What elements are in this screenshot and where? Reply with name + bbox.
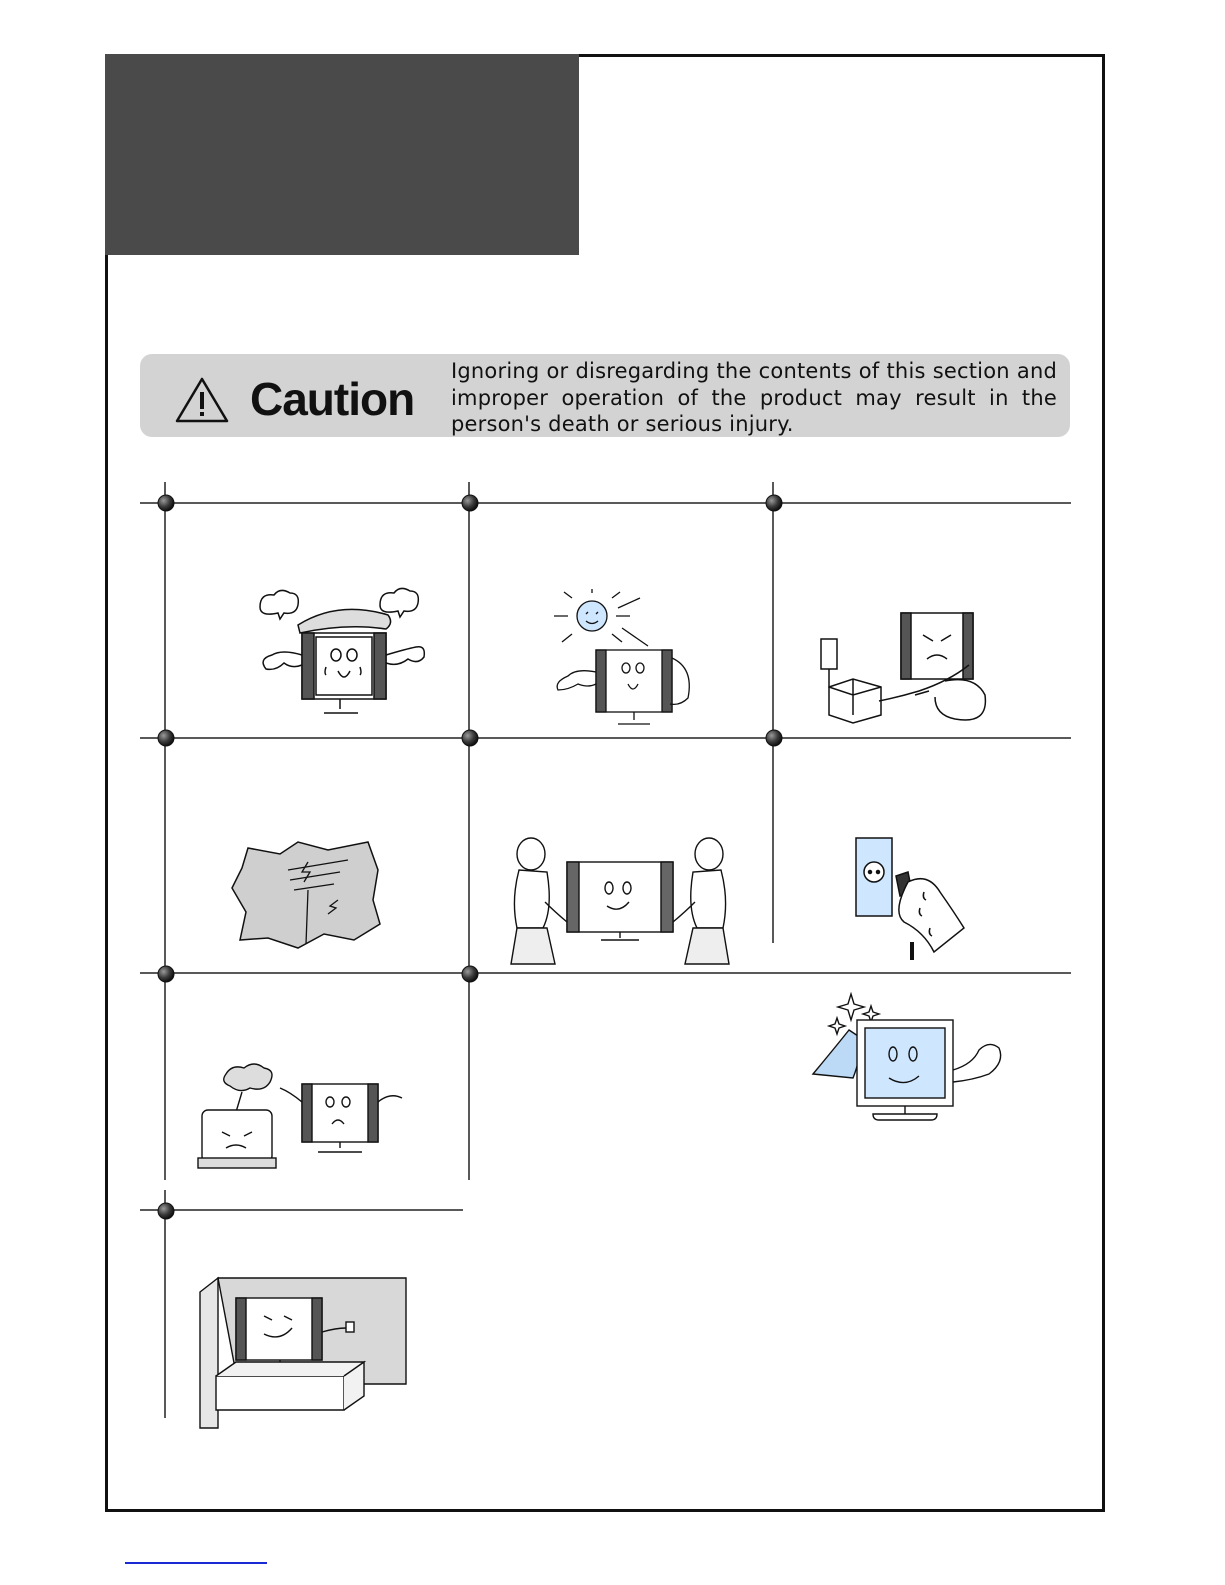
bullet-node (462, 730, 478, 746)
bullet-node (462, 495, 478, 511)
bullet-node (158, 966, 174, 982)
caution-title: Caution (250, 373, 415, 425)
bullet-node (766, 730, 782, 746)
two-people-carrying-illustration (505, 832, 735, 968)
footer-link-underline (125, 1562, 267, 1564)
bullet-node (158, 730, 174, 746)
lightning-antenna-illustration (228, 840, 388, 950)
bullet-node (766, 495, 782, 511)
bullet-node (158, 495, 174, 511)
cleaning-monitor-illustration (805, 990, 1010, 1130)
caution-message: Ignoring or disregarding the contents of this section and improper operation of the product may result in the person's death or serious injury. (451, 359, 1057, 436)
sunlight-monitor-illustration (552, 588, 702, 728)
wet-hand-plug-illustration (850, 832, 965, 962)
bullet-node (462, 966, 478, 982)
covered-monitor-illustration (250, 585, 430, 725)
cabinet-wall-monitor-illustration (198, 1276, 410, 1431)
humidifier-monitor-illustration (192, 1062, 412, 1172)
bullet-node (158, 1203, 174, 1219)
power-cord-monitor-illustration (815, 605, 1000, 725)
